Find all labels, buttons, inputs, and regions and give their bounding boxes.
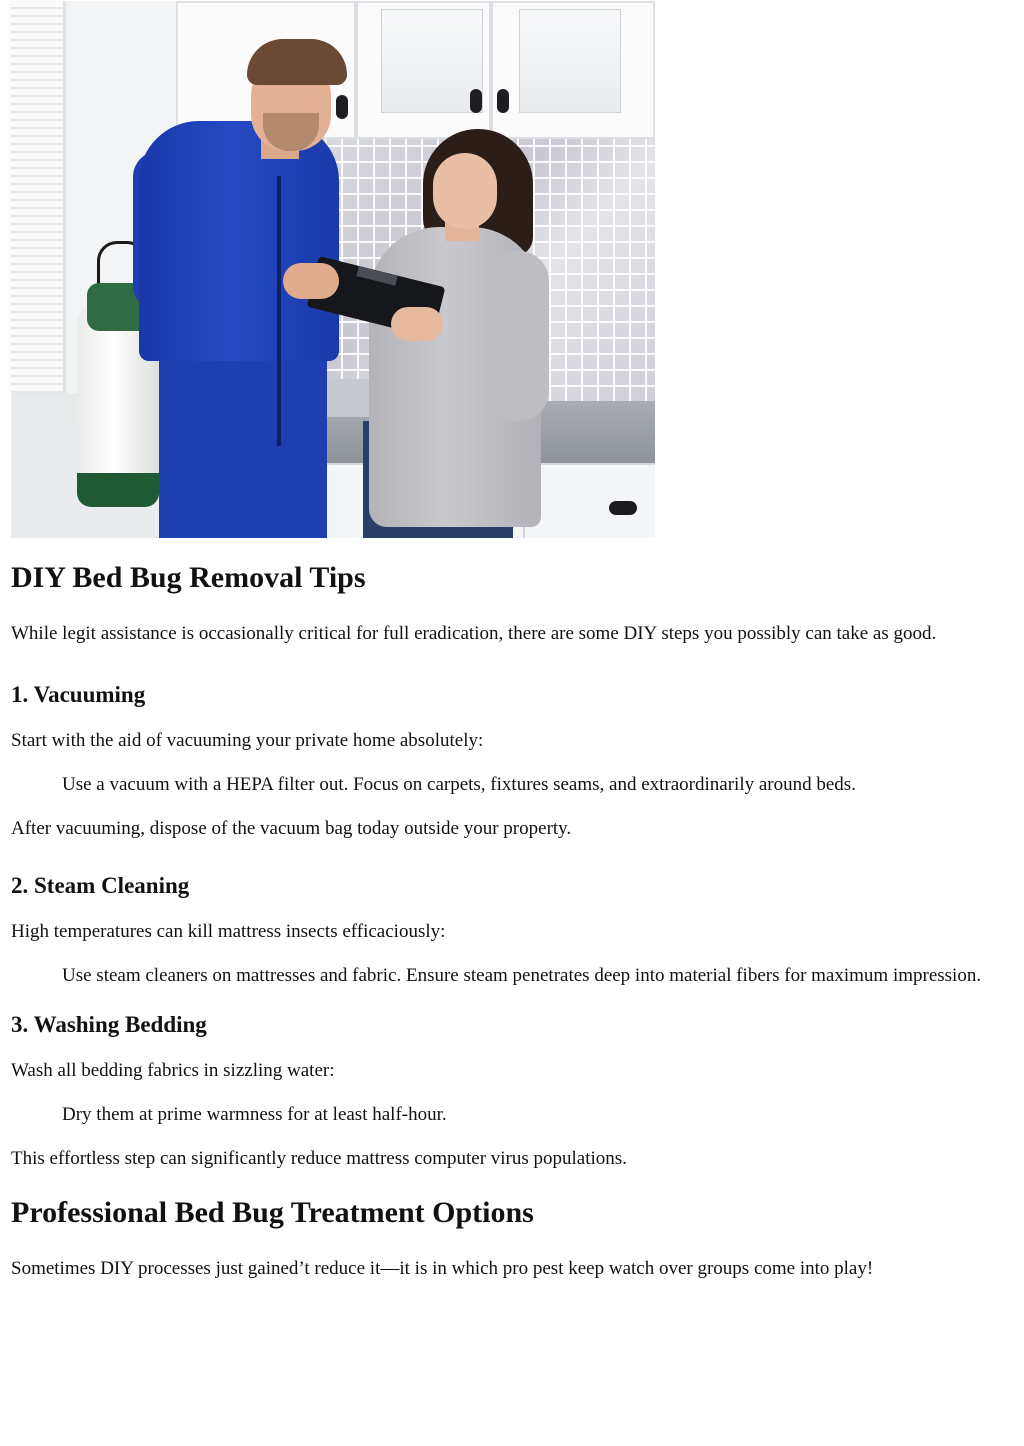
subheading-washing-bedding: 3. Washing Bedding xyxy=(11,1012,207,1037)
diy-intro-paragraph: While legit assistance is occasionally critical for full eradication, there are some DIY steps you possibly can take as good. xyxy=(11,623,937,644)
section-heading-professional: Professional Bed Bug Treatment Options xyxy=(11,1196,534,1229)
washing-after-paragraph: This effortless step can significantly reduce mattress computer virus populations. xyxy=(11,1148,627,1169)
washing-lead-paragraph: Wash all bedding fabrics in sizzling water: xyxy=(11,1060,335,1081)
subheading-vacuuming: 1. Vacuuming xyxy=(11,682,146,707)
steam-lead-paragraph: High temperatures can kill mattress insects efficaciously: xyxy=(11,921,446,942)
section-heading-diy: DIY Bed Bug Removal Tips xyxy=(11,561,366,594)
professional-intro-paragraph: Sometimes DIY processes just gained’t reduce it—it is in which pro pest keep watch over groups come into play! xyxy=(11,1258,874,1279)
article-body xyxy=(11,558,1001,1281)
vacuuming-lead-paragraph: Start with the aid of vacuuming your private home absolutely: xyxy=(11,730,484,751)
vacuuming-blockquote: Use a vacuum with a HEPA filter out. Focus on carpets, fixtures seams, and extraordinarily around beds. xyxy=(62,774,856,795)
subheading-steam-cleaning: 2. Steam Cleaning xyxy=(11,873,190,898)
pest-control-technician-photo-icon xyxy=(11,1,655,538)
washing-blockquote: Dry them at prime warmness for at least half-hour. xyxy=(62,1104,447,1125)
steam-blockquote: Use steam cleaners on mattresses and fabric. Ensure steam penetrates deep into material fibers for maximum impression. xyxy=(62,965,982,986)
vacuuming-after-paragraph: After vacuuming, dispose of the vacuum bag today outside your property. xyxy=(11,818,572,839)
